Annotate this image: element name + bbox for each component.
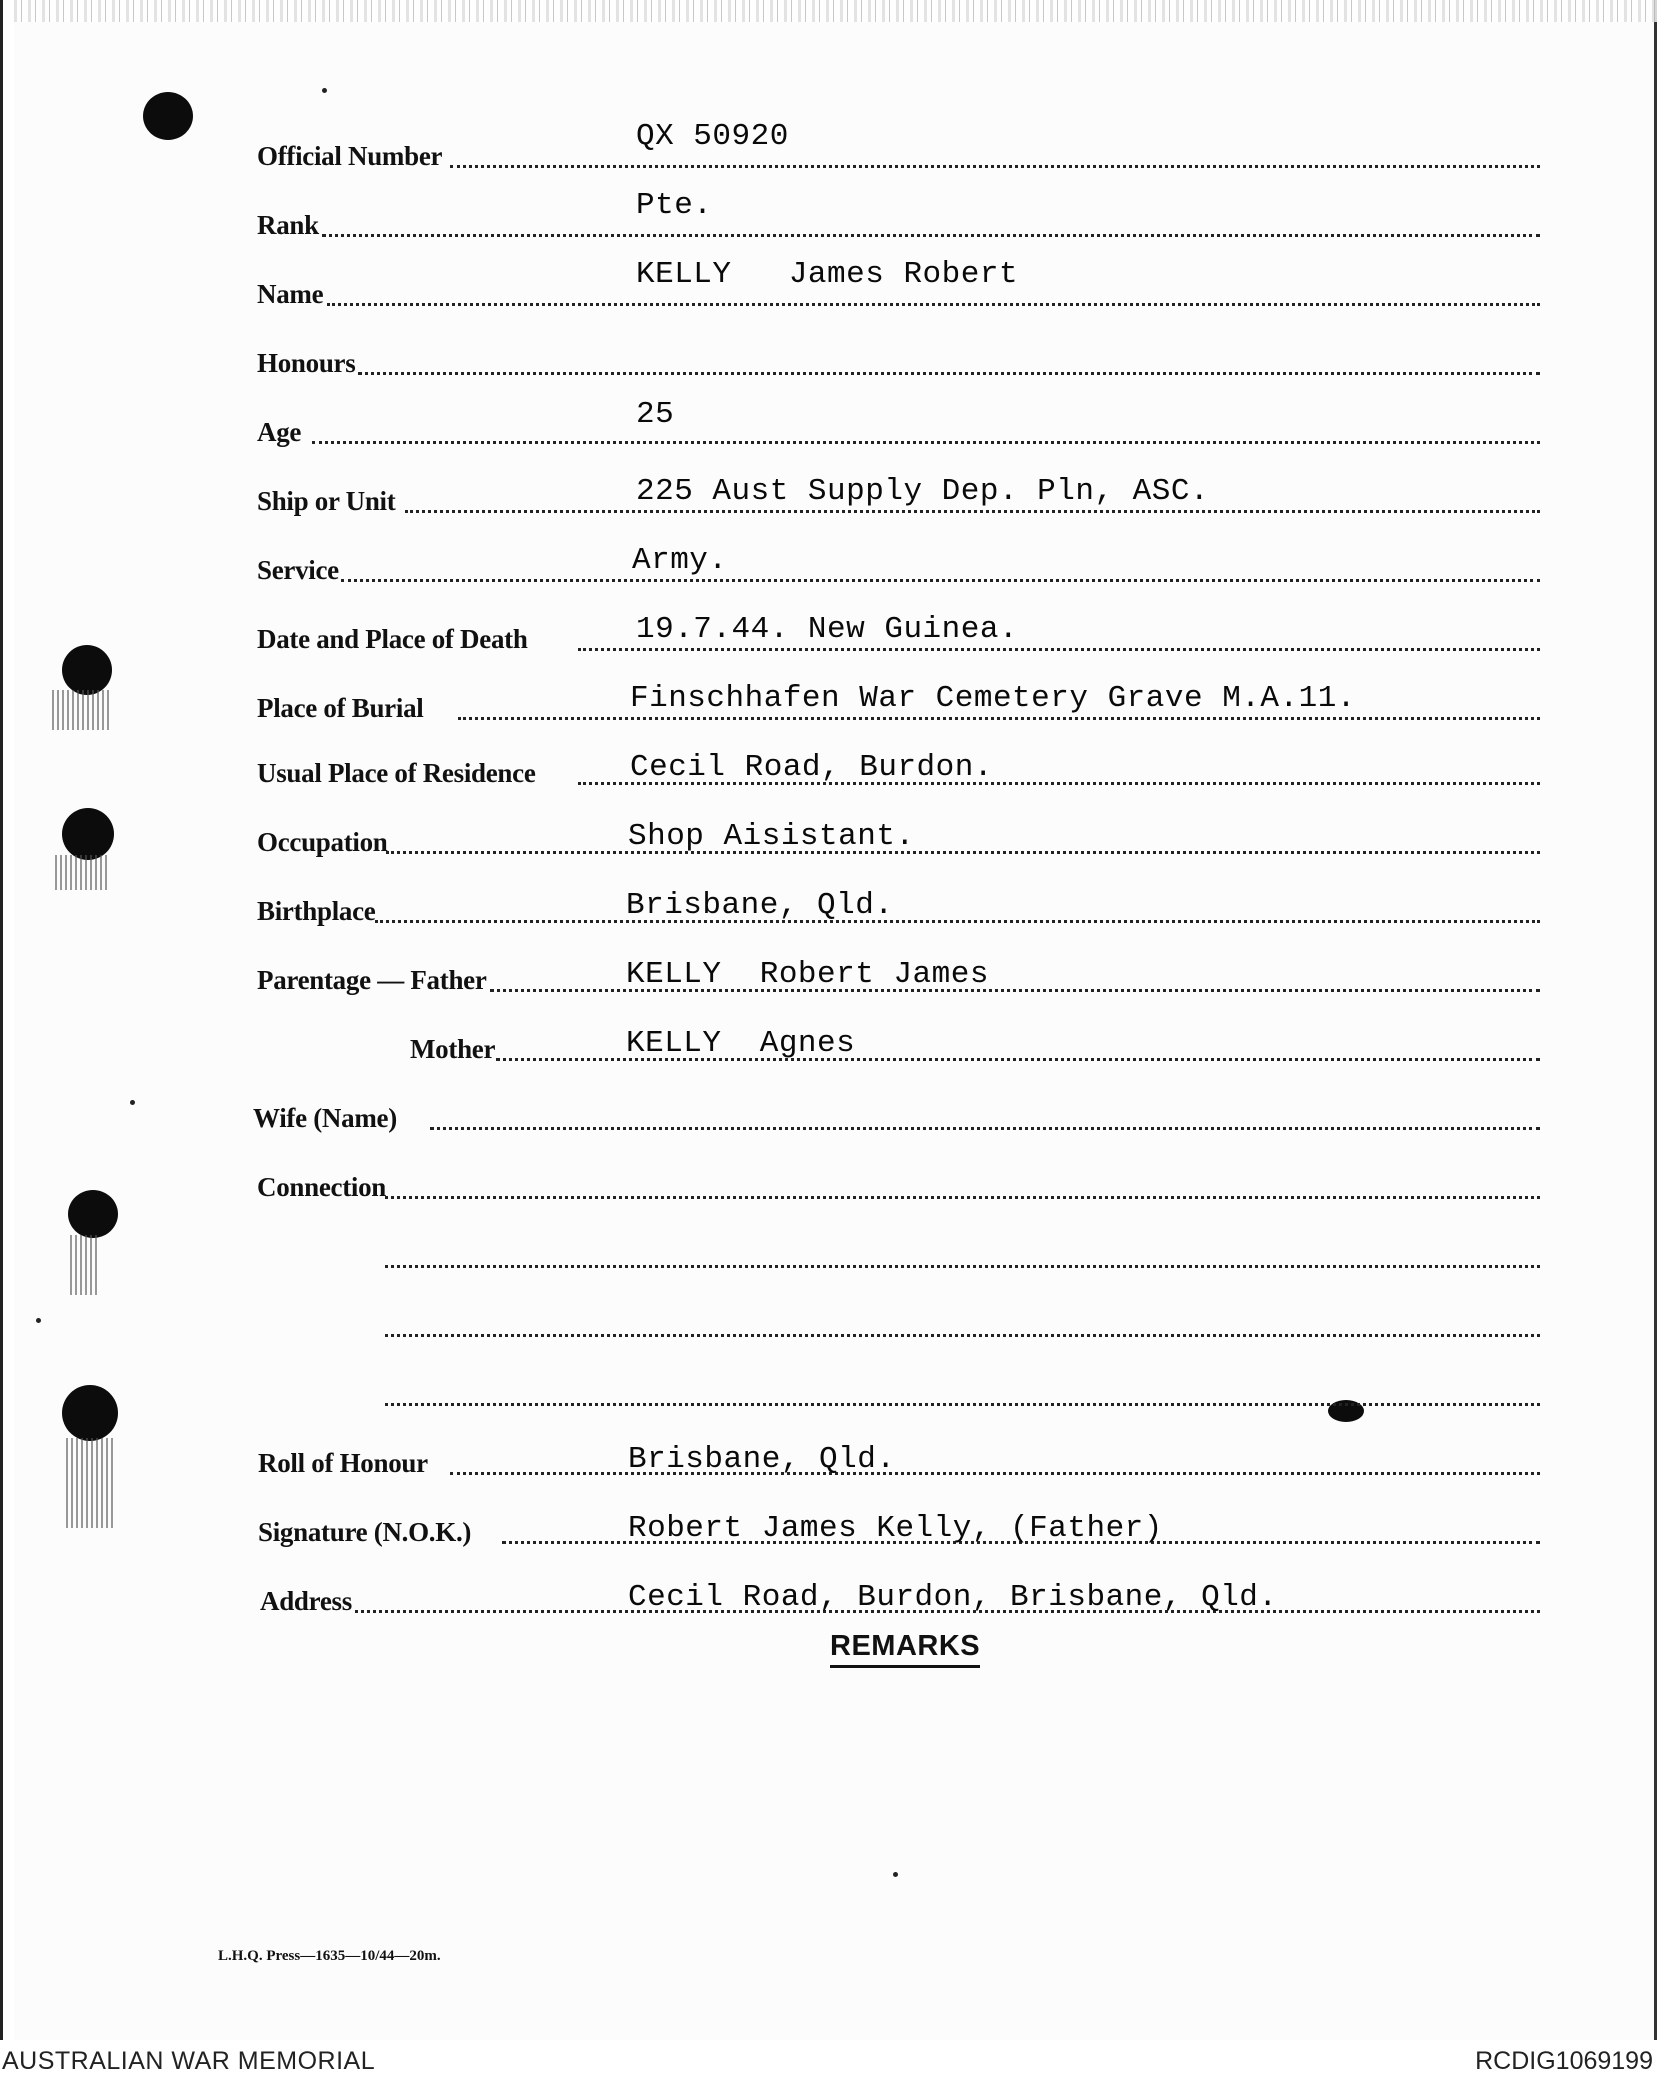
field-value: Finschhafen War Cemetery Grave M.A.11. bbox=[630, 681, 1356, 716]
field-value: 25 bbox=[636, 397, 675, 432]
dotted-line bbox=[341, 579, 1540, 582]
field-value: Brisbane, Qld. bbox=[628, 1442, 896, 1477]
field-value: 19.7.44. New Guinea. bbox=[636, 612, 1019, 647]
archive-reference-id: RCDIG1069199 bbox=[1475, 2047, 1653, 2075]
field-label: Occupation bbox=[257, 827, 388, 857]
field-value: KELLY Robert James bbox=[626, 957, 989, 992]
field-rank bbox=[0, 188, 1657, 247]
field-label: Roll of Honour bbox=[258, 1448, 428, 1478]
field-occupation bbox=[0, 819, 1657, 864]
field-label: Address bbox=[260, 1586, 352, 1616]
dotted-line bbox=[385, 1403, 1540, 1406]
dotted-line bbox=[405, 510, 1540, 513]
field-value: 225 Aust Supply Dep. Pln, ASC. bbox=[636, 474, 1210, 509]
field-label: Usual Place of Residence bbox=[257, 758, 536, 788]
field-value: Cecil Road, Burdon, Brisbane, Qld. bbox=[628, 1580, 1278, 1615]
field-label: Official Number bbox=[257, 141, 443, 171]
dotted-line bbox=[430, 1127, 1540, 1130]
printer-imprint: L.H.Q. Press—1635—10/44—20m. bbox=[218, 1948, 441, 1964]
punch-hole bbox=[143, 92, 193, 140]
field-label: Place of Burial bbox=[257, 693, 424, 723]
field-place-of-burial bbox=[0, 681, 1657, 730]
field-value: Brisbane, Qld. bbox=[626, 888, 894, 923]
field-wife-name bbox=[0, 1100, 1657, 1140]
dotted-line bbox=[312, 441, 1540, 444]
speck bbox=[893, 1872, 898, 1877]
field-mother bbox=[0, 1026, 1657, 1071]
field-roll-of-honour bbox=[0, 1442, 1657, 1485]
field-label: Signature (N.O.K.) bbox=[258, 1517, 472, 1547]
field-parentage-father bbox=[0, 957, 1657, 1002]
field-label: Parentage — Father bbox=[257, 965, 487, 995]
dotted-line bbox=[578, 648, 1540, 651]
remarks-heading: REMARKS bbox=[830, 1630, 980, 1668]
dotted-line bbox=[375, 920, 1540, 923]
field-service bbox=[0, 543, 1657, 592]
field-value: Cecil Road, Burdon. bbox=[630, 750, 993, 785]
field-connection bbox=[0, 1169, 1657, 1209]
field-address bbox=[0, 1580, 1657, 1623]
field-label: Wife (Name) bbox=[253, 1103, 397, 1133]
dotted-line bbox=[385, 1265, 1540, 1268]
field-value: Pte. bbox=[636, 188, 713, 223]
field-label: Date and Place of Death bbox=[257, 624, 528, 654]
field-usual-residence bbox=[0, 750, 1657, 795]
field-value: Robert James Kelly, (Father) bbox=[628, 1511, 1163, 1546]
field-label: Service bbox=[257, 555, 339, 585]
field-birthplace bbox=[0, 888, 1657, 933]
dotted-line bbox=[450, 165, 1540, 168]
field-official-number bbox=[0, 119, 1657, 178]
field-value: Shop Aisistant. bbox=[628, 819, 915, 854]
field-label: Honours bbox=[257, 348, 356, 378]
dotted-line bbox=[358, 372, 1540, 375]
dotted-line bbox=[450, 1472, 1540, 1475]
speck bbox=[322, 88, 327, 93]
field-label: Mother bbox=[410, 1034, 496, 1064]
field-label: Birthplace bbox=[257, 896, 376, 926]
archive-credit: AUSTRALIAN WAR MEMORIAL bbox=[2, 2047, 376, 2075]
connection-blank-line bbox=[0, 1376, 1657, 1416]
connection-blank-line bbox=[0, 1307, 1657, 1347]
field-label: Rank bbox=[257, 210, 319, 240]
connection-blank-line bbox=[0, 1238, 1657, 1278]
field-signature-nok bbox=[0, 1511, 1657, 1554]
field-value: KELLY James Robert bbox=[636, 257, 1019, 292]
field-honours bbox=[0, 345, 1657, 385]
field-label: Age bbox=[257, 417, 302, 447]
field-label: Ship or Unit bbox=[257, 486, 396, 516]
field-label: Connection bbox=[257, 1172, 387, 1202]
dotted-line bbox=[327, 303, 1540, 306]
dotted-line bbox=[322, 234, 1540, 237]
field-value: Army. bbox=[632, 543, 728, 578]
field-date-place-of-death bbox=[0, 612, 1657, 661]
field-value: QX 50920 bbox=[636, 119, 789, 154]
field-value: KELLY Agnes bbox=[626, 1026, 856, 1061]
field-label: Name bbox=[257, 279, 324, 309]
dotted-line bbox=[386, 851, 1540, 854]
field-age bbox=[0, 397, 1657, 454]
dotted-line bbox=[385, 1334, 1540, 1337]
dotted-line bbox=[385, 1196, 1540, 1199]
dotted-line bbox=[458, 717, 1540, 720]
scan-top-edge bbox=[0, 0, 1657, 22]
field-ship-or-unit bbox=[0, 474, 1657, 523]
field-name bbox=[0, 257, 1657, 316]
